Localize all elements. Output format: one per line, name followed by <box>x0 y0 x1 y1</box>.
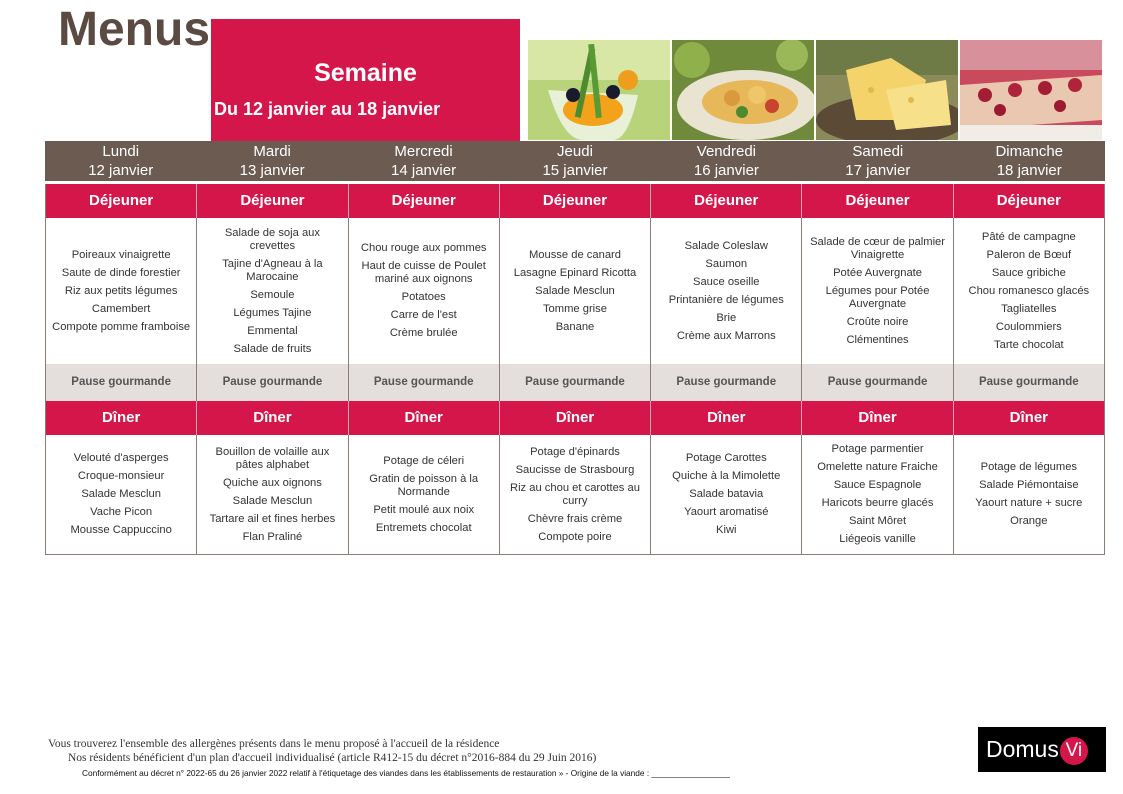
dinner-dish: Compote poire <box>538 530 612 543</box>
dinner-day-column <box>953 435 1105 554</box>
lunch-dish: Tomme grise <box>542 302 607 315</box>
lunch-day-column <box>650 218 801 364</box>
dinner-dish: Salade Mesclun <box>232 494 313 507</box>
lunch-dish: Carre de l'est <box>390 309 457 321</box>
dinner-day-column <box>499 435 650 554</box>
lunch-dish: Saute de dinde forestier <box>61 266 181 279</box>
asparagus-verrine-photo <box>528 40 670 140</box>
dinner-dish: Salade Piémontaise <box>979 479 1079 491</box>
dinner-dish: Entremets chocolat <box>375 521 472 534</box>
lunch-dish: Salade Mesclun <box>535 284 615 297</box>
lunch-dish: Semoule <box>250 288 295 301</box>
dinner-dish: Mousse Cappuccino <box>70 524 172 536</box>
lunch-dish: Printanière de légumes <box>668 293 784 306</box>
dinner-dish: Quiche à la Mimolette <box>672 470 781 482</box>
dinner-dish: Potage de légumes <box>980 461 1078 473</box>
dinner-label: Dîner <box>45 401 196 435</box>
dinner-dish: Omelette nature Fraiche <box>817 461 938 473</box>
dinner-dish: Kiwi <box>716 524 737 536</box>
dinner-dish: Petit moulé aux noix <box>373 503 475 516</box>
lunch-dish: Pâté de campagne <box>981 230 1076 243</box>
domusvi-logo <box>978 727 1106 772</box>
dinner-label: Dîner <box>499 401 650 435</box>
lunch-dish: Crème aux Marrons <box>676 329 776 342</box>
lunch-day-column <box>45 218 196 364</box>
snack-label: Pause gourmande <box>953 364 1105 401</box>
week-label: Semaine <box>314 59 417 87</box>
dinner-dish: Orange <box>1010 515 1048 527</box>
cherry-cake-photo <box>960 40 1102 140</box>
lunch-dish: Tarte chocolat <box>994 338 1064 351</box>
lunch-dish: Emmental <box>247 324 298 337</box>
dinner-dish: Riz au chou et carottes au curry <box>509 481 640 507</box>
day-header: Lundi 12 janvier <box>88 143 154 179</box>
dinner-dish: Potage d'épinards <box>530 445 620 458</box>
lunch-label: Déjeuner <box>196 184 347 218</box>
day-header: Vendredi 16 janvier <box>693 143 759 179</box>
lunch-label: Déjeuner <box>348 184 499 218</box>
lunch-dish: Sauce oseille <box>692 275 760 288</box>
lunch-label: Déjeuner <box>953 184 1105 218</box>
day-header: Samedi 17 janvier <box>845 143 911 179</box>
lunch-dish: Camembert <box>91 302 151 315</box>
snack-row <box>45 364 1105 401</box>
lunch-dish: Saumon <box>705 257 748 270</box>
dinner-dish: Yaourt aromatisé <box>684 506 769 518</box>
snack-label: Pause gourmande <box>196 364 347 401</box>
lunch-dish: Tajine d'Agneau à la Marocaine <box>222 257 323 283</box>
dinner-dish: Liégeois vanille <box>839 533 916 545</box>
week-banner <box>211 19 520 141</box>
lunch-header-row <box>45 184 1105 218</box>
care-plan-note: Nos résidents bénéficient d'un plan d'accueil individualisé (article R412-15 du décret n°2016-884 du 29 Juin 2016) <box>68 752 597 764</box>
cheese-photo <box>816 40 958 140</box>
dinner-label: Dîner <box>650 401 801 435</box>
lunch-dish: Salade Coleslaw <box>684 239 768 252</box>
dinner-dish: Potage Carottes <box>685 452 767 464</box>
dinner-dish: Saucisse de Strasbourg <box>515 463 635 476</box>
day-header: Mardi 13 janvier <box>239 143 305 179</box>
lunch-dish: Chou romanesco glacés <box>968 284 1090 297</box>
dinner-dish: Velouté d'asperges <box>73 452 169 464</box>
lunch-dish: Légumes Tajine <box>233 306 312 319</box>
snack-label: Pause gourmande <box>801 364 952 401</box>
lunch-dish: Paleron de Bœuf <box>986 248 1072 261</box>
snack-label: Pause gourmande <box>348 364 499 401</box>
day-header: Jeudi 15 janvier <box>542 143 608 179</box>
lunch-dish: Salade de soja aux crevettes <box>224 226 320 252</box>
dinner-day-column <box>196 435 347 554</box>
dinner-dish: Potage parmentier <box>831 443 924 455</box>
lunch-dish: Légumes pour Potée Auvergnate <box>825 284 930 310</box>
dinner-dish: Tartare ail et fines herbes <box>209 512 336 525</box>
lunch-menu-grid <box>45 218 1105 364</box>
lunch-day-column <box>953 218 1105 364</box>
dinner-day-column <box>45 435 196 554</box>
pasta-salad-photo <box>672 40 814 140</box>
dinner-dish: Salade batavia <box>689 488 764 500</box>
snack-label: Pause gourmande <box>45 364 196 401</box>
page-title: Menus <box>58 3 211 56</box>
lunch-dish: Potatoes <box>401 291 446 303</box>
dinner-label: Dîner <box>196 401 347 435</box>
dinner-header-row <box>45 401 1105 435</box>
lunch-dish: Salade de cœur de palmier Vinaigrette <box>810 235 946 261</box>
lunch-dish: Poireaux vinaigrette <box>71 248 171 261</box>
snack-label: Pause gourmande <box>499 364 650 401</box>
lunch-day-column <box>499 218 650 364</box>
dinner-dish: Croque-monsieur <box>77 470 165 482</box>
day-header: Mercredi 14 janvier <box>391 143 457 179</box>
dinner-label: Dîner <box>348 401 499 435</box>
lunch-label: Déjeuner <box>650 184 801 218</box>
lunch-dish: Chou rouge aux pommes <box>360 242 487 254</box>
lunch-dish: Riz aux petits légumes <box>64 284 178 297</box>
dinner-label: Dîner <box>801 401 952 435</box>
lunch-dish: Tagliatelles <box>1001 302 1057 315</box>
lunch-day-column <box>196 218 347 364</box>
dinner-label: Dîner <box>953 401 1105 435</box>
table-bottom-border <box>45 554 1105 555</box>
lunch-dish: Salade de fruits <box>233 342 312 355</box>
dinner-dish: Saint Môret <box>848 515 907 527</box>
dinner-dish: Yaourt nature + sucre <box>975 497 1083 509</box>
date-range: Du 12 janvier au 18 janvier <box>214 99 441 119</box>
lunch-dish: Coulommiers <box>995 320 1062 333</box>
dinner-dish: Salade Mesclun <box>81 488 161 500</box>
lunch-dish: Potée Auvergnate <box>833 266 923 279</box>
lunch-dish: Haut de cuisse de Poulet mariné aux oignons <box>361 260 486 285</box>
allergens-note: Vous trouverez l'ensemble des allergènes présents dans le menu proposé à l'accueil de la résidence <box>48 738 500 750</box>
dinner-day-column <box>801 435 952 554</box>
lunch-dish: Brie <box>716 311 737 324</box>
day-header-bar <box>45 141 1105 181</box>
dinner-menu-grid <box>45 435 1105 554</box>
dinner-dish: Haricots beurre glacés <box>821 497 934 509</box>
meat-origin-note: Conformément au décret n° 2022-65 du 26 janvier 2022 relatif à l'étiquetage des viandes dans les établissements de restauration » - Origine de la viande : _________________ <box>82 768 730 778</box>
lunch-dish: Compote pomme framboise <box>52 320 191 333</box>
lunch-dish: Croûte noire <box>846 315 909 328</box>
lunch-dish: Banane <box>555 320 595 333</box>
lunch-day-column <box>801 218 952 364</box>
dinner-dish: Flan Praliné <box>242 530 303 543</box>
lunch-dish: Sauce gribiche <box>991 266 1066 279</box>
lunch-label: Déjeuner <box>45 184 196 218</box>
lunch-dish: Mousse de canard <box>528 248 621 261</box>
logo-vi-mark: Vi <box>1060 737 1088 765</box>
lunch-dish: Clémentines <box>846 333 909 346</box>
lunch-label: Déjeuner <box>801 184 952 218</box>
dinner-day-column <box>348 435 499 554</box>
lunch-dish: Crème brulée <box>389 327 458 339</box>
lunch-dish: Lasagne Epinard Ricotta <box>513 266 637 279</box>
dinner-day-column <box>650 435 801 554</box>
dinner-dish: Bouillon de volaille aux pâtes alphabet <box>215 445 330 471</box>
dinner-dish: Potage de céleri <box>383 454 465 467</box>
dinner-dish: Sauce Espagnole <box>833 479 922 491</box>
logo-text: Domus <box>986 736 1059 762</box>
dinner-dish: Chèvre frais crème <box>527 512 623 525</box>
day-header: Dimanche 18 janvier <box>995 143 1063 179</box>
dinner-dish: Quiche aux oignons <box>222 476 322 489</box>
dinner-dish: Vache Picon <box>90 506 153 518</box>
lunch-label: Déjeuner <box>499 184 650 218</box>
snack-label: Pause gourmande <box>650 364 801 401</box>
dinner-dish: Gratin de poisson à la Normande <box>369 472 479 498</box>
lunch-day-column <box>348 218 499 364</box>
